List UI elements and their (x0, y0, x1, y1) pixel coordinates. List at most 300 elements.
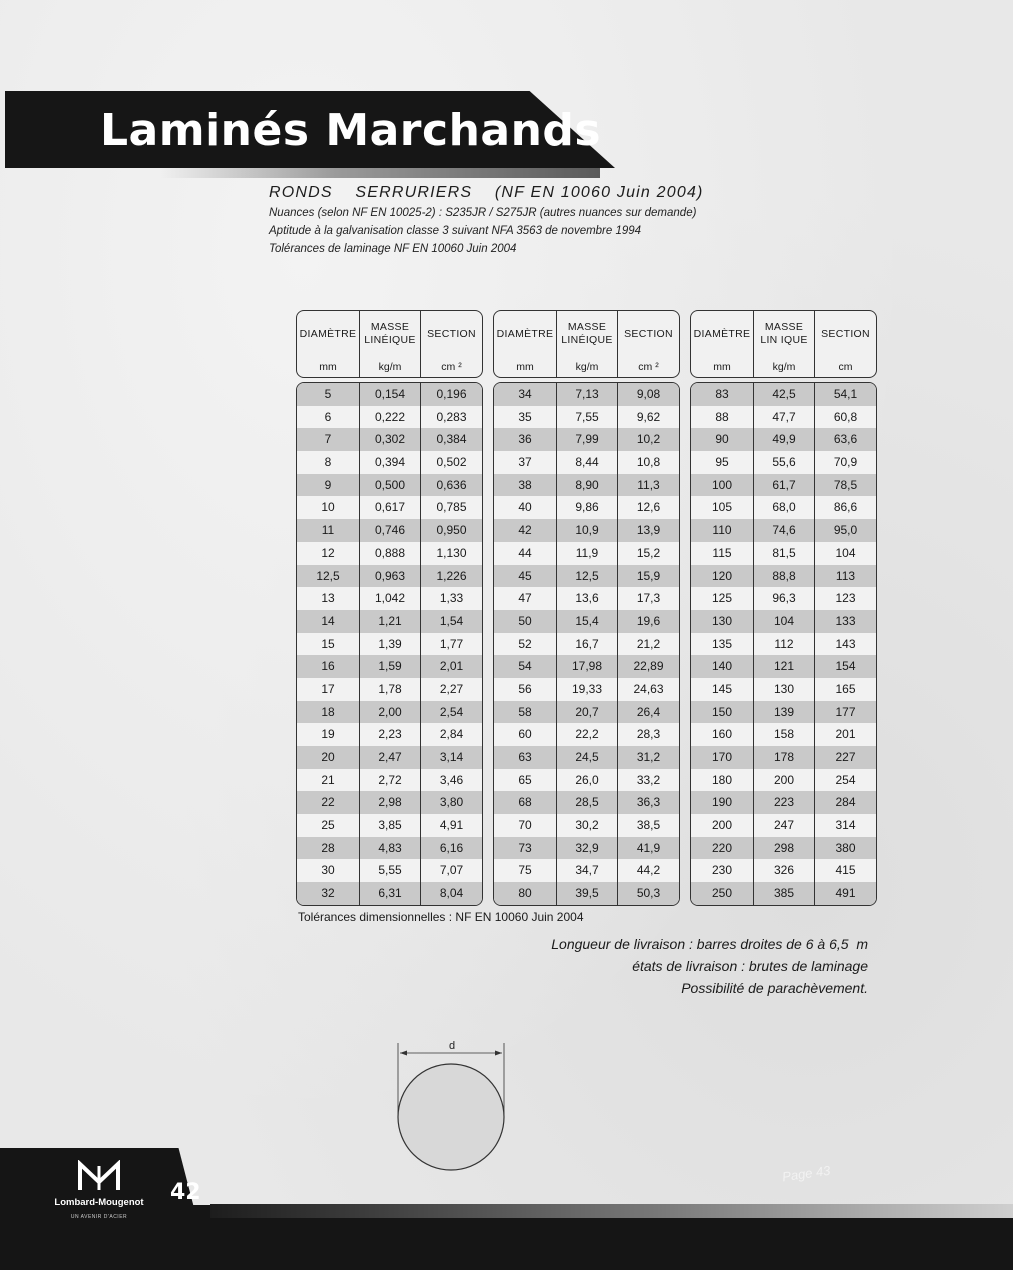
cell-section: 38,5 (617, 814, 679, 837)
cell-section: 36,3 (617, 791, 679, 814)
cell-section: 165 (814, 678, 876, 701)
table-row (691, 519, 876, 542)
cell-diameter: 8 (324, 455, 332, 470)
column-header: SECTION (821, 327, 870, 340)
cell-diameter: 36 (518, 432, 532, 447)
delivery-info (551, 933, 868, 999)
table-row (691, 859, 876, 882)
cell-diameter: 30 (321, 863, 335, 878)
header-col-section (420, 311, 482, 377)
delivery-length: Longueur de livraison : barres droites de 6 à 6,5 m (551, 936, 868, 952)
intro-line-galvanisation: Aptitude à la galvanisation classe 3 suivant NFA 3563 de novembre 1994 (269, 225, 642, 237)
cell-section: 415 (814, 859, 876, 882)
cell-mass: 0,154 (359, 383, 420, 406)
table-row (494, 565, 679, 588)
column-header: MASSE LIN IQUE (760, 321, 808, 346)
cell-mass: 7,13 (556, 383, 617, 406)
header-col-mass (556, 311, 617, 377)
cell-diameter: 190 (711, 795, 733, 810)
cell-section: 17,3 (617, 587, 679, 610)
cell-mass: 298 (753, 837, 814, 860)
cell-mass: 15,4 (556, 610, 617, 633)
cell-section: 22,89 (617, 655, 679, 678)
cell-diameter: 80 (518, 886, 532, 901)
cell-section: 314 (814, 814, 876, 837)
cell-diameter: 200 (711, 818, 733, 833)
cell-diameter: 40 (518, 500, 532, 515)
header-col-mass (359, 311, 420, 377)
cell-diameter: 105 (711, 500, 733, 515)
cell-section: 19,6 (617, 610, 679, 633)
cell-diameter: 100 (711, 477, 733, 492)
cell-mass: 1,78 (359, 678, 420, 701)
cell-diameter: 11 (321, 523, 335, 538)
column-unit: kg/m (575, 361, 599, 373)
cell-mass: 223 (753, 791, 814, 814)
cell-section: 380 (814, 837, 876, 860)
cell-diameter: 110 (712, 523, 732, 538)
header-col-diameter (297, 311, 359, 377)
cell-section: 0,384 (420, 428, 482, 451)
table-row (297, 542, 482, 565)
table-row (494, 587, 679, 610)
diameter-label: d (448, 1040, 456, 1052)
cell-section: 0,283 (420, 406, 482, 429)
cell-diameter: 70 (518, 818, 532, 833)
cell-diameter: 12,5 (316, 568, 340, 583)
cell-diameter: 45 (518, 568, 532, 583)
table-row (494, 814, 679, 837)
cell-section: 1,33 (420, 587, 482, 610)
cell-section: 177 (814, 701, 876, 724)
cell-diameter: 60 (518, 727, 532, 742)
table-row (494, 746, 679, 769)
cell-diameter: 12 (321, 545, 335, 560)
table-row (297, 565, 482, 588)
brand-logo-icon (78, 1160, 120, 1192)
cell-diameter: 54 (518, 659, 532, 674)
table-row (494, 383, 679, 406)
table-row (297, 791, 482, 814)
table-row (691, 565, 876, 588)
table-row (691, 723, 876, 746)
cell-section: 3,14 (420, 746, 482, 769)
cell-section: 9,62 (617, 406, 679, 429)
cell-diameter: 47 (518, 591, 532, 606)
cell-mass: 385 (753, 882, 814, 905)
cell-section: 1,130 (420, 542, 482, 565)
cell-diameter: 68 (518, 795, 532, 810)
cell-mass: 6,31 (359, 882, 420, 905)
table-row (297, 678, 482, 701)
table-row (691, 496, 876, 519)
cell-mass: 7,55 (556, 406, 617, 429)
table-row (691, 633, 876, 656)
table-row (494, 451, 679, 474)
cell-diameter: 7 (324, 432, 332, 447)
footer-gradient (210, 1204, 1013, 1218)
cell-diameter: 58 (518, 704, 532, 719)
cell-mass: 39,5 (556, 882, 617, 905)
table-row (691, 678, 876, 701)
table-row (297, 428, 482, 451)
cell-diameter: 5 (324, 387, 332, 401)
cell-diameter: 220 (711, 840, 733, 855)
table-row (691, 814, 876, 837)
cell-section: 0,502 (420, 451, 482, 474)
cell-section: 21,2 (617, 633, 679, 656)
cell-mass: 2,47 (359, 746, 420, 769)
cell-mass: 68,0 (753, 496, 814, 519)
cell-diameter: 13 (321, 591, 335, 606)
column-unit: mm (516, 361, 534, 373)
cell-section: 44,2 (617, 859, 679, 882)
data-table-1 (296, 310, 483, 906)
column-unit: kg/m (378, 361, 402, 373)
cell-section: 10,8 (617, 451, 679, 474)
cell-section: 11,3 (617, 474, 679, 497)
table-row (494, 791, 679, 814)
cell-mass: 49,9 (753, 428, 814, 451)
column-unit: cm (838, 361, 853, 373)
cell-section: 227 (814, 746, 876, 769)
cell-diameter: 16 (321, 659, 335, 674)
table-row (691, 837, 876, 860)
cell-diameter: 120 (711, 568, 733, 583)
cell-diameter: 90 (715, 432, 729, 447)
table-row (494, 859, 679, 882)
table-row (691, 610, 876, 633)
cell-mass: 42,5 (753, 383, 814, 406)
cell-mass: 139 (753, 701, 814, 724)
cell-section: 31,2 (617, 746, 679, 769)
cell-diameter: 88 (715, 409, 729, 424)
cell-section: 284 (814, 791, 876, 814)
header-col-section (617, 311, 679, 377)
table-row (297, 496, 482, 519)
table-body (493, 382, 680, 906)
cell-mass: 8,44 (556, 451, 617, 474)
cell-mass: 0,963 (359, 565, 420, 588)
page-number: 42 (170, 1180, 201, 1205)
table-row (494, 882, 679, 905)
cell-section: 63,6 (814, 428, 876, 451)
table-row (691, 587, 876, 610)
cell-diameter: 42 (518, 523, 532, 538)
cell-mass: 0,746 (359, 519, 420, 542)
cell-diameter: 230 (711, 863, 733, 878)
cell-mass: 5,55 (359, 859, 420, 882)
table-row (297, 519, 482, 542)
cell-section: 10,2 (617, 428, 679, 451)
header-col-diameter (691, 311, 753, 377)
cell-diameter: 125 (711, 591, 733, 606)
cell-section: 95,0 (814, 519, 876, 542)
cell-mass: 32,9 (556, 837, 617, 860)
table-row (494, 633, 679, 656)
cell-diameter: 160 (711, 727, 733, 742)
title-underline (160, 168, 600, 178)
cell-mass: 2,98 (359, 791, 420, 814)
cell-diameter: 32 (321, 886, 335, 901)
cell-section: 201 (814, 723, 876, 746)
table-row (691, 769, 876, 792)
cell-mass: 2,00 (359, 701, 420, 724)
cell-diameter: 6 (324, 409, 332, 424)
table-row (494, 496, 679, 519)
table-row (297, 451, 482, 474)
delivery-state: états de livraison : brutes de laminage (632, 958, 868, 974)
cell-mass: 16,7 (556, 633, 617, 656)
column-unit: mm (319, 361, 337, 373)
cell-mass: 11,9 (556, 542, 617, 565)
table-row (494, 610, 679, 633)
cell-section: 12,6 (617, 496, 679, 519)
cell-section: 54,1 (814, 383, 876, 406)
column-header: DIAMÈTRE (496, 327, 554, 340)
cell-diameter: 37 (518, 455, 532, 470)
cell-mass: 247 (753, 814, 814, 837)
intro-line-grades: Nuances (selon NF EN 10025-2) : S235JR / S275JR (autres nuances sur demande) (269, 207, 697, 219)
cell-mass: 1,39 (359, 633, 420, 656)
cell-section: 15,9 (617, 565, 679, 588)
cell-section: 13,9 (617, 519, 679, 542)
cell-diameter: 75 (518, 863, 532, 878)
cell-section: 86,6 (814, 496, 876, 519)
column-unit: cm ² (441, 361, 462, 373)
table-row (691, 746, 876, 769)
brand-tagline: UN AVENIR D'ACIER (70, 1214, 128, 1220)
table-header (296, 310, 483, 378)
table-row (494, 837, 679, 860)
column-header: DIAMÈTRE (299, 327, 357, 340)
table-row (691, 383, 876, 406)
table-row (494, 406, 679, 429)
cell-section: 6,16 (420, 837, 482, 860)
cell-diameter: 22 (321, 795, 335, 810)
cell-diameter: 25 (321, 818, 335, 833)
cell-mass: 10,9 (556, 519, 617, 542)
table-row (494, 701, 679, 724)
cell-diameter: 145 (711, 681, 733, 696)
table-row (297, 655, 482, 678)
cell-section: 0,785 (420, 496, 482, 519)
section-heading: RONDS SERRURIERS (NF EN 10060 Juin 2004) (269, 184, 704, 201)
cell-mass: 104 (753, 610, 814, 633)
table-body (296, 382, 483, 906)
cell-mass: 326 (753, 859, 814, 882)
cell-mass: 1,21 (359, 610, 420, 633)
table-row (494, 655, 679, 678)
cell-section: 70,9 (814, 451, 876, 474)
table-row (297, 383, 482, 406)
table-row (691, 406, 876, 429)
cell-mass: 3,85 (359, 814, 420, 837)
table-row (691, 791, 876, 814)
cell-mass: 13,6 (556, 587, 617, 610)
table-row (297, 406, 482, 429)
cell-diameter: 250 (711, 886, 733, 901)
cell-mass: 96,3 (753, 587, 814, 610)
table-row (691, 474, 876, 497)
cell-section: 154 (814, 655, 876, 678)
cell-section: 33,2 (617, 769, 679, 792)
table-row (494, 519, 679, 542)
footnote: Tolérances dimensionnelles : NF EN 10060 Juin 2004 (298, 910, 584, 924)
cell-mass: 0,500 (359, 474, 420, 497)
cell-diameter: 38 (518, 477, 532, 492)
cell-section: 50,3 (617, 882, 679, 905)
cell-diameter: 20 (321, 750, 335, 764)
cell-section: 133 (814, 610, 876, 633)
cell-mass: 200 (753, 769, 814, 792)
table-row (494, 542, 679, 565)
table-body (690, 382, 877, 906)
cell-mass: 61,7 (753, 474, 814, 497)
data-table-2 (493, 310, 680, 906)
cell-section: 1,77 (420, 633, 482, 656)
cell-mass: 130 (753, 678, 814, 701)
cell-diameter: 83 (715, 387, 729, 401)
cell-diameter: 15 (321, 636, 335, 651)
cell-mass: 7,99 (556, 428, 617, 451)
cell-mass: 178 (753, 746, 814, 769)
cell-mass: 17,98 (556, 655, 617, 678)
table-row (494, 678, 679, 701)
cell-diameter: 140 (711, 659, 733, 674)
cell-section: 123 (814, 587, 876, 610)
cell-diameter: 19 (321, 727, 335, 742)
data-table-3 (690, 310, 877, 906)
cell-section: 0,636 (420, 474, 482, 497)
round-bar-cross-section-icon (390, 1035, 515, 1175)
table-header (690, 310, 877, 378)
cell-section: 28,3 (617, 723, 679, 746)
cell-section: 1,54 (420, 610, 482, 633)
cell-section: 3,80 (420, 791, 482, 814)
cell-section: 0,196 (420, 383, 482, 406)
cell-diameter: 135 (711, 636, 733, 651)
cell-section: 1,226 (420, 565, 482, 588)
table-row (297, 814, 482, 837)
cell-section: 41,9 (617, 837, 679, 860)
cell-diameter: 34 (518, 387, 532, 401)
cell-mass: 34,7 (556, 859, 617, 882)
table-row (297, 474, 482, 497)
cell-diameter: 28 (321, 840, 335, 855)
cell-mass: 2,72 (359, 769, 420, 792)
cell-section: 2,01 (420, 655, 482, 678)
cell-section: 4,91 (420, 814, 482, 837)
delivery-finishing: Possibilité de parachèvement. (681, 980, 868, 996)
cell-mass: 0,888 (359, 542, 420, 565)
cell-diameter: 65 (518, 772, 532, 787)
cell-section: 104 (814, 542, 876, 565)
cell-mass: 20,7 (556, 701, 617, 724)
table-row (297, 701, 482, 724)
cell-section: 24,63 (617, 678, 679, 701)
header-col-diameter (494, 311, 556, 377)
cell-mass: 19,33 (556, 678, 617, 701)
column-header: SECTION (427, 327, 476, 340)
cell-diameter: 35 (518, 409, 532, 424)
cell-section: 3,46 (420, 769, 482, 792)
column-unit: kg/m (772, 361, 796, 373)
cell-diameter: 9 (324, 477, 332, 492)
cell-diameter: 17 (321, 681, 335, 696)
cell-section: 113 (814, 565, 876, 588)
cell-diameter: 73 (518, 840, 532, 855)
column-header: MASSE LINÉIQUE (364, 321, 416, 346)
cell-section: 26,4 (617, 701, 679, 724)
cell-mass: 0,617 (359, 496, 420, 519)
cell-section: 0,950 (420, 519, 482, 542)
column-unit: mm (713, 361, 731, 373)
cell-diameter: 50 (518, 613, 532, 628)
header-col-section (814, 311, 876, 377)
table-row (297, 859, 482, 882)
cell-section: 254 (814, 769, 876, 792)
cell-mass: 74,6 (753, 519, 814, 542)
intro-line-tolerances: Tolérances de laminage NF EN 10060 Juin 2004 (269, 243, 517, 255)
table-row (297, 837, 482, 860)
table-row (691, 451, 876, 474)
cell-diameter: 180 (711, 772, 733, 787)
cell-mass: 28,5 (556, 791, 617, 814)
cell-mass: 112 (753, 633, 814, 656)
column-header: DIAMÈTRE (693, 327, 751, 340)
cell-mass: 55,6 (753, 451, 814, 474)
cell-section: 15,2 (617, 542, 679, 565)
cell-mass: 0,222 (359, 406, 420, 429)
table-row (297, 723, 482, 746)
column-header: MASSE LINÉIQUE (561, 321, 613, 346)
cell-mass: 24,5 (556, 746, 617, 769)
cell-mass: 121 (753, 655, 814, 678)
cell-mass: 1,042 (359, 587, 420, 610)
cell-mass: 4,83 (359, 837, 420, 860)
cell-section: 2,27 (420, 678, 482, 701)
table-row (297, 610, 482, 633)
cell-diameter: 63 (518, 750, 532, 764)
table-row (297, 882, 482, 905)
cell-mass: 30,2 (556, 814, 617, 837)
cell-section: 9,08 (617, 383, 679, 406)
cell-diameter: 95 (715, 455, 729, 470)
cell-mass: 0,394 (359, 451, 420, 474)
table-row (691, 701, 876, 724)
table-row (691, 882, 876, 905)
table-row (691, 542, 876, 565)
table-row (691, 428, 876, 451)
cell-section: 7,07 (420, 859, 482, 882)
cell-diameter: 14 (321, 613, 335, 628)
cell-mass: 158 (753, 723, 814, 746)
cell-mass: 88,8 (753, 565, 814, 588)
intro-section (269, 182, 969, 258)
cell-mass: 8,90 (556, 474, 617, 497)
table-row (494, 769, 679, 792)
cell-section: 8,04 (420, 882, 482, 905)
page-title: Laminés Marchands (100, 105, 602, 156)
table-row (494, 723, 679, 746)
cell-diameter: 56 (518, 681, 532, 696)
cell-diameter: 170 (711, 750, 733, 764)
cell-diameter: 18 (321, 704, 335, 719)
cell-mass: 0,302 (359, 428, 420, 451)
cell-mass: 47,7 (753, 406, 814, 429)
cell-mass: 12,5 (556, 565, 617, 588)
